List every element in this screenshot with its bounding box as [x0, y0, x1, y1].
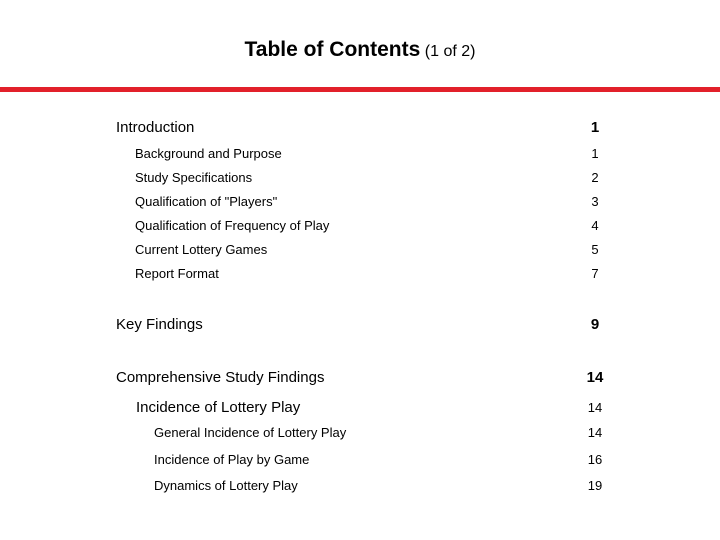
toc-entry-label: Qualification of "Players": [135, 194, 278, 209]
toc-entry-page: 5: [591, 242, 599, 257]
toc-entry-label: Key Findings: [116, 316, 203, 333]
toc-entry-label: Background and Purpose: [135, 146, 282, 161]
toc-entry-page: 16: [587, 452, 603, 467]
toc-entry-page: 14: [586, 369, 604, 386]
toc-entry-background-and-purpose: [0, 142, 720, 166]
toc-entry-qualification-of-frequency: [0, 214, 720, 238]
toc-entry-page: 14: [587, 400, 603, 415]
toc-entry-label: Current Lottery Games: [135, 242, 268, 257]
toc-entry-incidence-of-lottery-play: [0, 396, 720, 420]
toc-entry-page: 19: [587, 478, 603, 493]
toc-entry-label: Comprehensive Study Findings: [116, 369, 325, 386]
toc-entry-page: 3: [591, 194, 599, 209]
toc-entry-label: Introduction: [116, 119, 195, 136]
toc-entry-page: 4: [591, 218, 599, 233]
toc-entry-report-format: [0, 262, 720, 286]
toc-entry-label: Study Specifications: [135, 170, 253, 185]
title-page-indicator: (1 of 2): [424, 43, 476, 60]
toc-entry-comprehensive-study-findings: [0, 366, 720, 390]
toc-entry-label: Dynamics of Lottery Play: [154, 478, 298, 493]
toc-entry-page: 14: [587, 425, 603, 440]
toc-entry-label: Incidence of Lottery Play: [136, 399, 301, 416]
toc-entry-qualification-of-players: [0, 190, 720, 214]
toc-entry-page: 1: [590, 119, 600, 136]
toc-entry-page: 2: [591, 170, 599, 185]
toc-entry-key-findings: [0, 313, 720, 337]
toc-entry-page: 1: [591, 146, 599, 161]
toc-entry-page: 9: [590, 316, 600, 333]
toc-entry-label: Incidence of Play by Game: [154, 452, 310, 467]
toc-entry-label: Qualification of Frequency of Play: [135, 218, 330, 233]
toc-entry-page: 7: [591, 266, 599, 281]
toc-entry-introduction: [0, 116, 720, 140]
toc-entry-current-lottery-games: [0, 238, 720, 262]
page-title: [0, 38, 720, 62]
toc-entry-label: General Incidence of Lottery Play: [154, 425, 347, 440]
title-divider: [0, 87, 720, 92]
toc-entry-dynamics-of-lottery-play: [0, 474, 720, 498]
toc-entry-incidence-by-game: [0, 448, 720, 472]
title-main: Table of Contents: [244, 38, 421, 61]
toc-entry-general-incidence: [0, 421, 720, 445]
toc-entry-study-specifications: [0, 166, 720, 190]
toc-entry-label: Report Format: [135, 266, 219, 281]
